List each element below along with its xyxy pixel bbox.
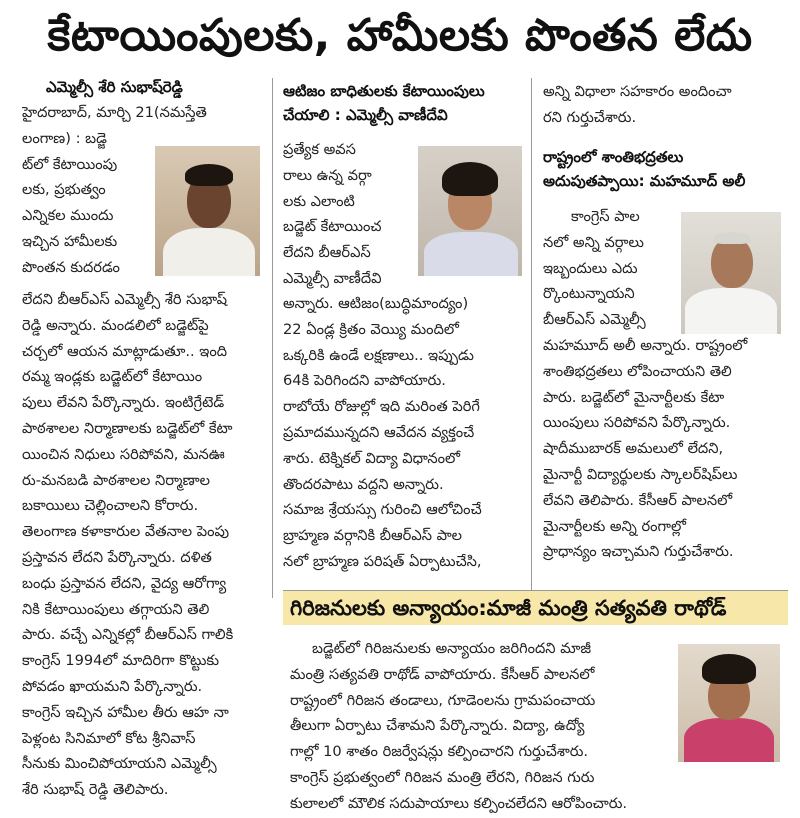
- photo-subhash-reddy: [155, 146, 260, 276]
- col3-text-mid: [543, 204, 681, 333]
- text-line: రాలు ఉన్న వర్గా: [283, 166, 372, 184]
- text-line: ఒక్కరికి ఉండే లక్షణాలు.. ఇప్పుడు: [283, 346, 474, 364]
- box-text: [290, 636, 690, 817]
- text-line: తొందరపాటు వద్దని అన్నారు.: [283, 475, 444, 493]
- column-divider-1: [272, 78, 273, 598]
- text-line: ప్రాధాన్యం ఇచ్చామని గుర్తుచేశారు.: [543, 543, 734, 561]
- text-line: ఇచ్చిన హామీలకు: [22, 232, 118, 250]
- headline: కేటాయింపులకు, హామీలకు పొంతన లేదు: [47, 10, 753, 61]
- text-line: రని గుర్తుచేశారు.: [543, 108, 637, 126]
- text-line: మహమూద్‌ అలీ అన్నారు. రాష్ట్రంలో: [543, 337, 748, 354]
- text-line: లేదని బీఆర్‌ఎస్‌: [283, 244, 371, 262]
- text-line: 64కి పెరిగిందని వాపోయారు.: [283, 372, 446, 390]
- text-line: చర్చలో ఆయన మాట్లాడుతూ.. ఇంది: [22, 342, 228, 360]
- text-line: హైదరాబాద్‌, మార్చి 21(నమస్తేతె: [22, 104, 207, 121]
- text-line: కాంగ్రెస్‌ ఇచ్చిన హామీల తీరు ఆహ నా: [22, 703, 229, 721]
- text-line: శేరి సుభాష్‌ రెడ్డి తెలిపారు.: [22, 781, 169, 799]
- text-line: రెడ్డి అన్నారు. మండలిలో బడ్జెట్‌పై: [22, 316, 209, 334]
- text-line: పోవడం ఖాయమని పేర్కొన్నారు.: [22, 677, 203, 695]
- text-line: కాంగ్రెస్‌ ప్రభుత్వంలో గిరిజన మంత్రి లేరని, గిరిజన గురు: [290, 768, 595, 786]
- text-line: పారు. వచ్చే ఎన్నికల్లో బీఆర్‌ఎస్‌ గాలికి: [22, 626, 234, 644]
- col3-subhead-line1: రాష్ట్రంలో శాంతిభద్రతలు: [543, 148, 684, 166]
- col3-text-full: [543, 333, 788, 565]
- photo-satyavathi-rathod: [678, 644, 780, 762]
- text-line: రమ్మ ఇండ్లకు బడ్జెట్‌లో కేటాయిం: [22, 368, 203, 386]
- text-line: బడ్జెట్‌లో గిరిజనులకు అన్యాయం జరిగిందని మాజీ: [312, 640, 591, 657]
- col2-text-top: [283, 137, 418, 292]
- text-line: నలో బ్రాహ్మణ పరిషత్‌ ఏర్పాటుచేసి,: [283, 552, 482, 570]
- col1-byline: ఎమ్మెల్సీ శేరి సుభాష్‌రెడ్డి: [46, 78, 183, 96]
- text-line: సమాజ శ్రేయస్సు గురించి ఆలోచించే: [283, 501, 482, 519]
- text-line: రాబోయే రోజుల్లో ఇది మరింత పెరిగే: [283, 398, 480, 416]
- text-line: షాదీముబారక్‌ అమలులో లేదని,: [543, 440, 724, 458]
- col2-subhead-line2: చేయాలి : ఎమ్మెల్సీ వాణీదేవి: [283, 106, 448, 124]
- text-line: ప్రస్తావన లేదని పేర్కొన్నారు. దళిత: [22, 548, 212, 566]
- col2-text-full: [283, 291, 528, 575]
- text-line: యించిన నిధులు సరిపోవని, మనఊ: [22, 445, 225, 463]
- text-line: అన్ని విధాలా సహకారం అందించా: [543, 83, 732, 100]
- text-line: పెళ్లంట సినిమాలో కోట శ్రీనివాస్‌: [22, 729, 196, 747]
- text-line: ప్రమాదమున్నదని ఆవేదన వ్యక్తంచే: [283, 423, 475, 441]
- text-line: కాంగ్రెస్‌ 1994లో మాదిరిగా కొట్టుకు: [22, 652, 220, 670]
- photo-mahmood-ali: [681, 212, 781, 334]
- text-line: ఇబ్బందులు ఎదు: [543, 259, 638, 277]
- text-line: ర్కొంటున్నాయని: [543, 285, 635, 303]
- text-line: లంగాణ) : బడ్జె: [22, 129, 107, 147]
- column-divider-2: [531, 78, 532, 598]
- text-line: పులు లేవని పేర్కొన్నారు. ఇంటిగ్రేటెడ్‌: [22, 394, 225, 412]
- text-line: పొంతన కుదరడం: [22, 258, 120, 276]
- text-line: బ్రాహ్మణ వర్గానికి బీఆర్‌ఎస్‌ పాల: [283, 527, 462, 545]
- text-line: ప్రత్యేక అవస: [283, 141, 356, 158]
- text-line: నికి కేటాయింపులు తగ్గాయని తెలి: [22, 600, 210, 618]
- photo-vani-devi: [418, 146, 522, 276]
- box-title: గిరిజనులకు అన్యాయం:మాజీ మంత్రి సత్యవతి రాథోడ్‌: [290, 596, 727, 620]
- text-line: రాష్ట్రంలో గిరిజన తండాలు, గూడెంలను గ్రామపంచాయ: [290, 691, 596, 709]
- text-line: శారు. టెక్నికల్‌ విద్యా విధానంలో: [283, 449, 461, 467]
- text-line: కాంగ్రెస్‌ పాల: [571, 208, 640, 225]
- text-line: రు-మనబడి పాఠశాలల నిర్మాణాల: [22, 471, 210, 489]
- col3-text-top: [543, 79, 788, 131]
- text-line: బకాయిలు చెల్లించాలని కోరారు.: [22, 497, 199, 515]
- text-line: తెలంగాణ కళాకారుల వేతనాల పెంపు: [22, 523, 230, 541]
- text-line: లకు ఎలాంటి: [283, 192, 355, 210]
- text-line: లేదని బీఆర్‌ఎస్‌ ఎమ్మెల్సీ శేరి సుభాష్‌: [22, 291, 228, 308]
- text-line: లకు, ప్రభుత్వం: [22, 181, 106, 199]
- col1-text-full: [22, 287, 267, 803]
- col2-subhead-line1: ఆటిజం బాధితులకు కేటాయింపులు: [283, 82, 485, 100]
- text-line: ఎన్నికల ముందు: [22, 207, 114, 225]
- text-line: బడ్జెట్‌ కేటాయించ: [283, 218, 382, 236]
- text-line: బంధు ప్రస్తావన లేదని, వైద్య ఆరోగ్యా: [22, 574, 227, 592]
- text-line: నలో అన్ని వర్గాలు: [543, 233, 644, 251]
- text-line: తీలుగా ఏర్పాటు చేశామని పేర్కొన్నారు. విద్యా, ఉద్యో: [290, 717, 585, 735]
- text-line: ట్‌లో కేటాయింపు: [22, 155, 118, 173]
- text-line: అన్నారు. ఆటిజం(బుద్ధిమాంద్యం): [283, 295, 469, 312]
- text-line: మంత్రి సత్యవతి రాథోడ్‌ వాపోయారు. కేసీఆర్‌ పాలనలో: [290, 665, 595, 683]
- text-line: కులాలలో మౌలిక సదుపాయాలు కల్పించలేదని ఆరోపించారు.: [290, 794, 628, 812]
- text-line: పాఠశాలల నిర్మాణాలకు బడ్జెట్‌లో కేటా: [22, 419, 233, 437]
- text-line: బీఆర్‌ఎస్‌ ఎమ్మెల్సీ: [543, 311, 646, 329]
- text-line: పారు. బడ్జెట్‌లో మైనార్టీలకు కేటా: [543, 388, 725, 406]
- text-line: 22 ఏండ్ల క్రితం వెయ్యి మందిలో: [283, 320, 459, 338]
- text-line: గాల్లో 10 శాతం రిజర్వేషన్లు కల్పించారని గుర్తుచేశారు.: [290, 743, 589, 761]
- text-line: యింపులు సరిపోవని పేర్కొన్నారు.: [543, 414, 731, 432]
- text-line: లేవని తెలిపారు. కేసీఆర్‌ పాలనలో: [543, 491, 733, 509]
- text-line: సీనుకు మించిపోయాయని ఎమ్మెల్సీ: [22, 755, 217, 773]
- text-line: ఎమ్మెల్సీ వాణీదేవి: [283, 269, 382, 287]
- text-line: మైనార్టీలకు అన్ని రంగాల్లో: [543, 517, 686, 535]
- text-line: శాంతిభద్రతలు లోపించాయని తెలి: [543, 362, 732, 380]
- col3-subhead-line2: అదుపుతప్పాయి: మహమూద్‌ అలీ: [543, 172, 746, 190]
- text-line: మైనార్టీ విద్యార్థులకు స్కాలర్‌షిప్‌లు: [543, 465, 738, 483]
